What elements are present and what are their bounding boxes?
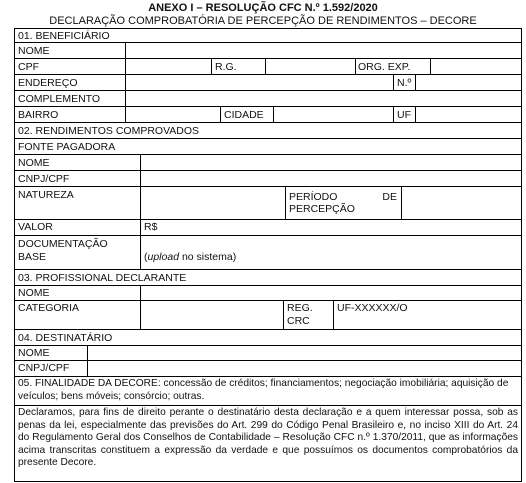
label-nome-profissional: NOME bbox=[18, 287, 50, 299]
label-nome-fonte: NOME bbox=[18, 157, 50, 169]
label-uf: UF bbox=[397, 109, 411, 121]
col-divider bbox=[125, 106, 126, 122]
label-documentacao: DOCUMENTAÇÃO bbox=[18, 238, 108, 250]
row-divider bbox=[15, 219, 521, 220]
col-divider bbox=[333, 300, 334, 329]
col-divider bbox=[415, 74, 416, 90]
row-divider bbox=[15, 235, 521, 236]
valor-currency: R$ bbox=[144, 221, 158, 233]
col-divider bbox=[355, 58, 356, 74]
row-divider bbox=[15, 376, 521, 377]
col-divider bbox=[415, 106, 416, 122]
col-divider bbox=[211, 58, 212, 74]
col-divider bbox=[140, 154, 141, 269]
col-divider bbox=[285, 186, 286, 219]
section-destinatario-title: 04. DESTINATÁRIO bbox=[18, 332, 113, 344]
row-divider bbox=[15, 329, 521, 330]
label-reg: REG. bbox=[287, 302, 313, 314]
label-bairro: BAIRRO bbox=[18, 109, 59, 121]
decore-form bbox=[14, 28, 522, 482]
finalidade-text: 05. FINALIDADE DA DECORE: concessão de créditos; financiamentos; negociação imobiliária; aquisição de veículos; bens móveis; consórcio; outras. bbox=[18, 378, 509, 402]
row-divider bbox=[15, 138, 521, 139]
row-divider bbox=[15, 90, 521, 91]
col-divider bbox=[220, 106, 221, 122]
documentacao-value-italic: upload bbox=[147, 251, 180, 263]
label-fonte-pagadora: FONTE PAGADORA bbox=[18, 141, 116, 153]
documentacao-value-rest: no sistema) bbox=[179, 251, 237, 263]
col-divider bbox=[87, 345, 88, 376]
declaracao-text: Declaramos, para fins de direito perante o destinatário desta declaração e a quem interessar possa, sob as penas da lei, especialmente das previsões do Art. 299 do Código Penal Brasileiro e, no inciso XIII do Art. 24 do Regulamento Geral dos Conselhos de Contabilidade – Resolução CFC n.º 1.370/2011, que as informações acima transcritas constituem a expressão da verdade e que possuímos os documentos comprobatórios da presente Decore. bbox=[18, 407, 518, 468]
col-divider bbox=[393, 74, 394, 90]
col-divider bbox=[125, 58, 126, 74]
form-title: ANEXO I – RESOLUÇÃO CFC N.º 1.592/2020 bbox=[148, 2, 378, 14]
col-divider bbox=[430, 58, 431, 74]
label-periodo-line2: PERCEPÇÃO bbox=[289, 203, 355, 215]
label-org-exp: ORG. EXP. bbox=[358, 61, 411, 73]
label-periodo-line1: PERÍODO DE bbox=[289, 191, 397, 203]
col-divider bbox=[125, 90, 126, 106]
section-beneficiario-title: 01. BENEFICIÁRIO bbox=[18, 30, 110, 42]
label-crc: CRC bbox=[287, 315, 310, 327]
col-divider bbox=[401, 186, 402, 219]
row-divider bbox=[15, 285, 521, 286]
label-cnpj-destinatario: CNPJ/CPF bbox=[18, 362, 70, 374]
row-divider bbox=[15, 345, 521, 346]
label-numero: N.º bbox=[397, 77, 412, 89]
section-rendimentos-title: 02. RENDIMENTOS COMPROVADOS bbox=[18, 125, 200, 137]
row-divider bbox=[15, 154, 521, 155]
section-profissional-title: 03. PROFISSIONAL DECLARANTE bbox=[18, 272, 187, 284]
col-divider bbox=[125, 42, 126, 58]
col-divider bbox=[273, 106, 274, 122]
row-divider bbox=[15, 360, 521, 361]
label-cnpj-fonte: CNPJ/CPF bbox=[18, 173, 70, 185]
label-base: BASE bbox=[18, 251, 47, 263]
label-endereco: ENDEREÇO bbox=[18, 77, 78, 89]
row-divider bbox=[15, 170, 521, 171]
row-divider bbox=[15, 405, 521, 406]
row-divider bbox=[15, 106, 521, 107]
row-divider bbox=[15, 269, 521, 270]
label-cidade: CIDADE bbox=[224, 109, 264, 121]
reg-crc-value: UF-XXXXXX/O bbox=[337, 302, 408, 314]
row-divider bbox=[15, 74, 521, 75]
form-subtitle: DECLARAÇÃO COMPROBATÓRIA DE PERCEPÇÃO DE RENDIMENTOS – DECORE bbox=[49, 15, 477, 27]
label-rg: R.G. bbox=[215, 61, 237, 73]
row-divider bbox=[15, 186, 521, 187]
label-nome-destinatario: NOME bbox=[18, 347, 50, 359]
documentacao-value: (upload no sistema) bbox=[144, 251, 237, 263]
row-divider bbox=[15, 122, 521, 123]
row-divider bbox=[15, 42, 521, 43]
label-nome: NOME bbox=[18, 45, 50, 57]
label-natureza: NATUREZA bbox=[18, 189, 74, 201]
col-divider bbox=[393, 106, 394, 122]
row-divider bbox=[15, 58, 521, 59]
col-divider bbox=[265, 58, 266, 74]
label-complemento: COMPLEMENTO bbox=[18, 93, 101, 105]
col-divider bbox=[283, 300, 284, 329]
row-divider bbox=[15, 300, 521, 301]
col-divider bbox=[140, 285, 141, 329]
label-categoria: CATEGORIA bbox=[18, 302, 80, 314]
label-valor: VALOR bbox=[18, 221, 53, 233]
col-divider bbox=[125, 74, 126, 90]
label-cpf: CPF bbox=[18, 61, 39, 73]
